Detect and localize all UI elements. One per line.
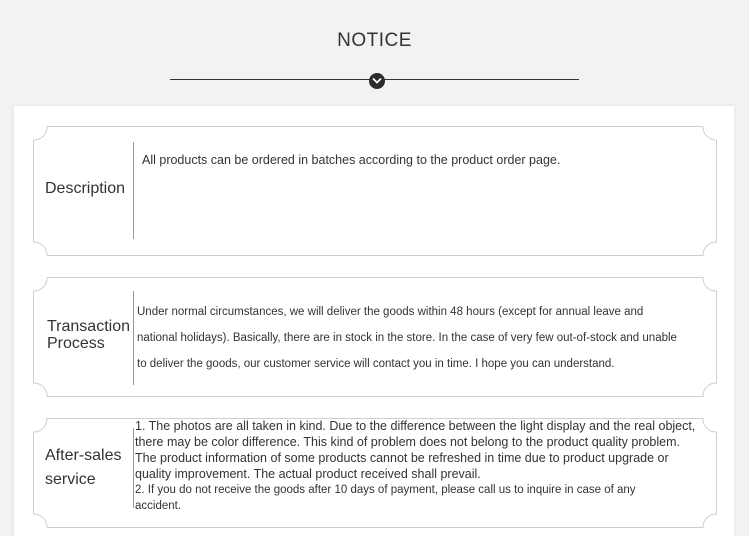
description-label: Description: [45, 180, 126, 197]
label-separator: [133, 142, 134, 239]
after-sales-line: there may be color difference. This kind of problem does not belong to the product quality problem.: [135, 435, 680, 449]
after-sales-label: [45, 444, 121, 492]
page-title: NOTICE: [337, 30, 412, 51]
description-text: All products can be ordered in batches according to the product order page.: [142, 153, 561, 167]
after-sales-line: 2. If you do not receive the goods after 10 days of payment, please call us to inquire in case of any: [135, 484, 636, 496]
after-sales-card: [33, 418, 717, 528]
transaction-process-label: [47, 319, 130, 353]
chevron-down-icon: [369, 73, 385, 89]
after-sales-line: 1. The photos are all taken in kind. Due to the difference between the light display and the real object,: [135, 419, 696, 433]
label-separator: [133, 291, 134, 385]
after-sales-label-line1: After-sales: [45, 447, 122, 464]
after-sales-line: accident.: [135, 500, 182, 512]
transaction-process-text: [137, 299, 677, 377]
transaction-process-card: [33, 277, 717, 397]
after-sales-text: [135, 418, 695, 514]
transaction-line: to deliver the goods, our customer service will contact you in time. I hope you can understand.: [137, 358, 615, 370]
after-sales-label-line2: service: [45, 471, 96, 488]
label-separator: [133, 428, 134, 508]
transaction-label-line1: Transaction: [47, 318, 130, 335]
transaction-label-line2: Process: [47, 334, 105, 352]
transaction-line: national holidays). Basically, there are in stock in the store. In the case of very few out-of-stock and unable: [137, 332, 677, 344]
after-sales-line: quality improvement. The actual product received shall prevail.: [135, 467, 481, 481]
after-sales-line: The product information of some products cannot be refreshed in time due to product upgrade or: [135, 451, 669, 465]
description-card: [33, 126, 717, 256]
transaction-line: Under normal circumstances, we will deliver the goods within 48 hours (except for annual leave and: [137, 306, 644, 318]
